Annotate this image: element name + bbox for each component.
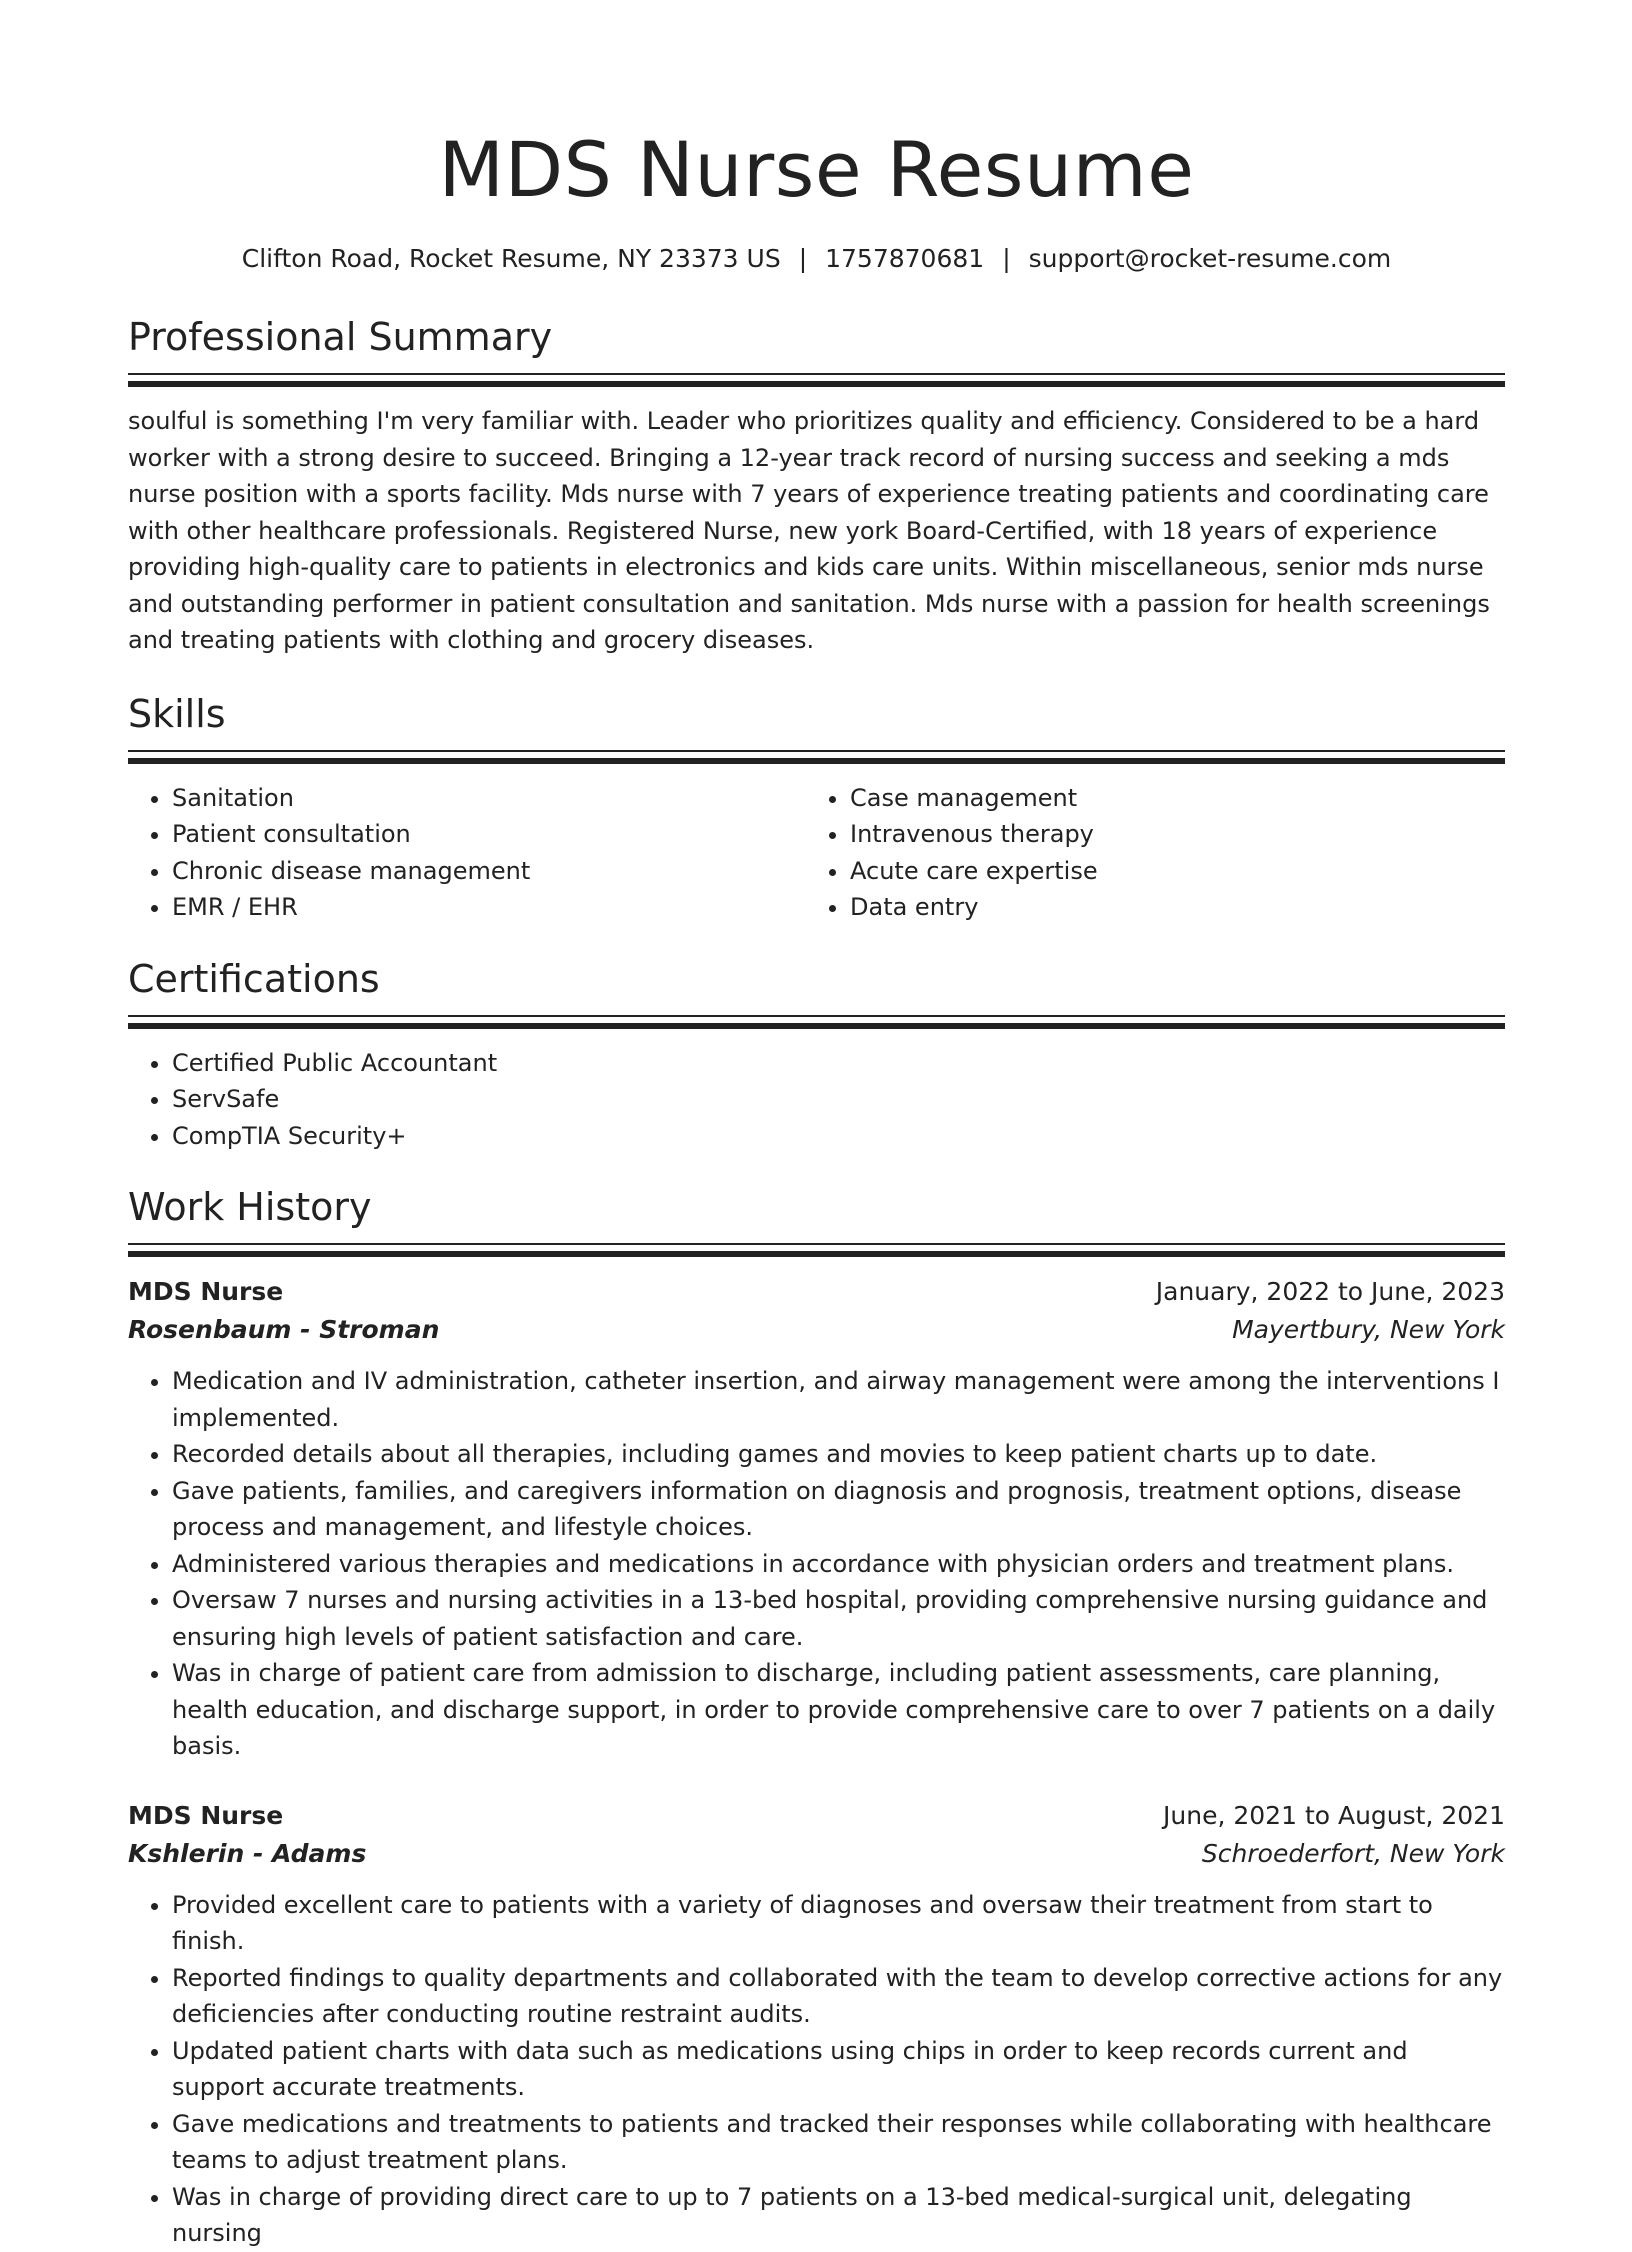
job-bullet: • Administered various therapies and medications in accordance with physician orders and treatment plans. [172, 1546, 1505, 1583]
job-header [128, 1273, 1505, 1311]
skill-item: • Data entry [850, 889, 1484, 926]
contact-address: Clifton Road, Rocket Resume, NY 23373 US [241, 244, 781, 273]
job-bullet: • Was in charge of providing direct care to up to 7 patients on a 13-bed medical-surgical unit, delegating nursing [172, 2179, 1505, 2252]
skills-grid [128, 780, 1505, 926]
skill-item: • Acute care expertise [850, 853, 1484, 890]
certification-item: • CompTIA Security+ [172, 1118, 1505, 1155]
contact-email: support@rocket-resume.com [1028, 244, 1392, 273]
job-bullet: • Medication and IV administration, catheter insertion, and airway management were among the interventions I implemented. [172, 1363, 1505, 1436]
job-bullet: • Gave patients, families, and caregivers information on diagnosis and prognosis, treatment options, disease process and management, and lifestyle choices. [172, 1473, 1505, 1546]
job-subheader [128, 1311, 1505, 1349]
skills-list-left [128, 780, 806, 926]
section-divider [128, 750, 1505, 752]
certification-item: • Certified Public Accountant [172, 1045, 1505, 1082]
skill-item: • Intravenous therapy [850, 816, 1484, 853]
section-divider [128, 1251, 1505, 1257]
job-entry [128, 1797, 1505, 2252]
contact-line [128, 242, 1505, 276]
skills-list-right [806, 780, 1484, 926]
certifications-heading: Certifications [128, 956, 380, 1001]
job-dates: June, 2021 to August, 2021 [1163, 1800, 1505, 1830]
section-divider [128, 758, 1505, 764]
job-company: Rosenbaum - Stroman [128, 1315, 440, 1344]
job-bullet: • Provided excellent care to patients with a variety of diagnoses and oversaw their treatment from start to finish. [172, 1887, 1505, 1960]
job-bullets [128, 1363, 1505, 1765]
job-bullet: • Recorded details about all therapies, including games and movies to keep patient charts up to date. [172, 1436, 1505, 1473]
resume-title: MDS Nurse Resume [438, 125, 1195, 214]
section-divider [128, 1243, 1505, 1245]
work-history-heading: Work History [128, 1185, 372, 1229]
skill-item: • Chronic disease management [172, 853, 806, 890]
job-title: MDS Nurse [128, 1277, 284, 1306]
work-history-section [128, 1182, 1505, 2252]
job-bullet: • Was in charge of patient care from admission to discharge, including patient assessments, care planning, health education, and discharge support, in order to provide comprehensive care to over 7 patients on a daily basis. [172, 1655, 1505, 1765]
section-divider [128, 373, 1505, 375]
skills-column-left [128, 780, 806, 926]
contact-phone: 1757870681 [825, 244, 985, 273]
job-bullet: • Reported findings to quality departments and collaborated with the team to develop corrective actions for any deficiencies after conducting routine restraint audits. [172, 1960, 1505, 2033]
job-bullet: • Oversaw 7 nurses and nursing activities in a 13-bed hospital, providing comprehensive nursing guidance and ensuring high levels of patient satisfaction and care. [172, 1582, 1505, 1655]
section-divider [128, 1023, 1505, 1029]
skill-item: • Case management [850, 780, 1484, 817]
job-location: Mayertbury, New York [1232, 1315, 1505, 1344]
resume-page [128, 0, 1505, 2252]
job-bullet: • Gave medications and treatments to patients and tracked their responses while collaborating with healthcare teams to adjust treatment plans. [172, 2106, 1505, 2179]
summary-heading: Professional Summary [128, 315, 553, 359]
skills-section [128, 689, 1505, 926]
certification-item: • ServSafe [172, 1081, 1505, 1118]
contact-separator: | [1002, 244, 1011, 273]
job-bullet: • Updated patient charts with data such as medications using chips in order to keep records current and support accurate treatments. [172, 2033, 1505, 2106]
section-divider [128, 381, 1505, 387]
skill-item: • Sanitation [172, 780, 806, 817]
job-subheader [128, 1835, 1505, 1873]
contact-separator: | [798, 244, 808, 273]
job-company: Kshlerin - Adams [128, 1838, 367, 1868]
summary-text: soulful is something I'm very familiar with. Leader who prioritizes quality and efficiency. Considered to be a hard worker with a strong desire to succeed. Bringing a 12-year track record of nursing success and seeking a mds nurse position with a sports facility. Mds nurse with 7 years of experience treating patients and coordinating care with other healthcare professionals. Registered Nurse, new york Board-Certified, with 18 years of experience providing high-quality care to patients in electronics and kids care units. Within miscellaneous, senior mds nurse and outstanding performer in patient consultation and sanitation. Mds nurse with a passion for health screenings and treating patients with clothing and grocery diseases. [128, 407, 1490, 654]
job-dates: January, 2022 to June, 2023 [1155, 1277, 1505, 1306]
job-header [128, 1797, 1505, 1835]
job-title: MDS Nurse [128, 1800, 284, 1830]
summary-section [128, 312, 1505, 659]
skills-heading: Skills [128, 691, 226, 736]
certifications-section [128, 954, 1505, 1155]
job-bullets [128, 1887, 1505, 2252]
skill-item: • Patient consultation [172, 816, 806, 853]
job-entry [128, 1273, 1505, 1765]
job-location: Schroederfort, New York [1201, 1838, 1505, 1868]
skill-item: • EMR / EHR [172, 889, 806, 926]
skills-column-right [806, 780, 1484, 926]
section-divider [128, 1015, 1505, 1017]
certifications-list [128, 1045, 1505, 1155]
